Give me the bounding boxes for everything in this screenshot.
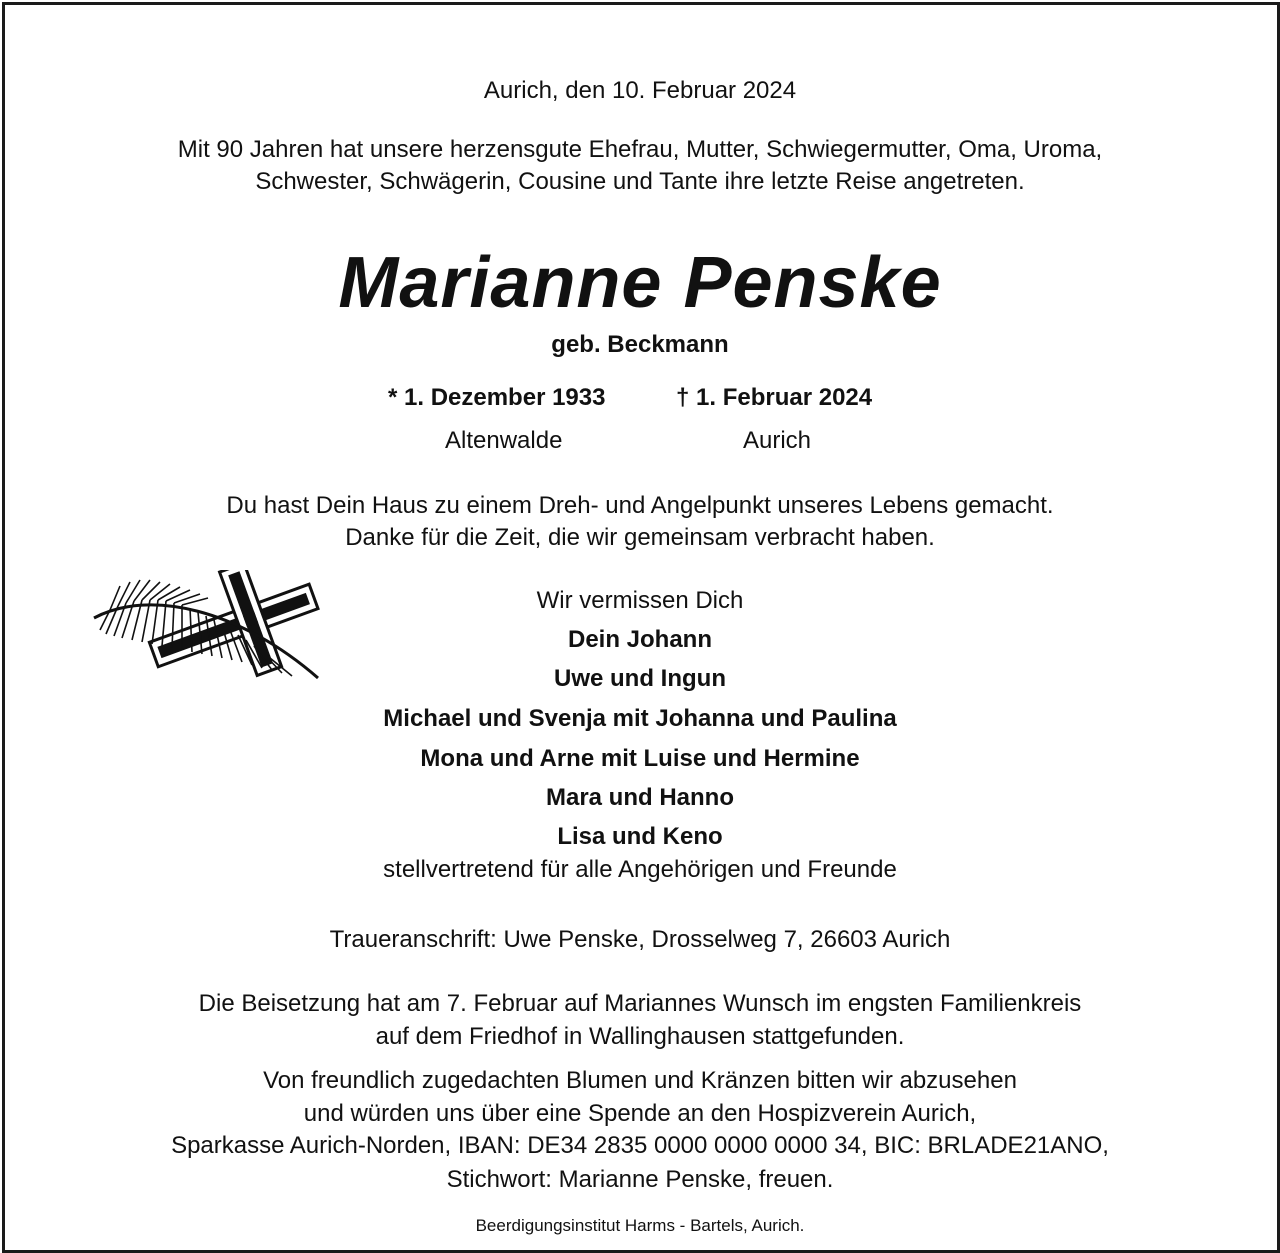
- donation-line-2: und würden uns über eine Spende an den Hospizverein Aurich,: [303, 1100, 977, 1127]
- quote-line-2: Danke für die Zeit, die wir gemeinsam verbracht haben.: [345, 524, 935, 551]
- donation-line-3: Sparkasse Aurich-Norden, IBAN: DE34 2835 0000 0000 0000 34, BIC: BRLADE21ANO,: [171, 1132, 1109, 1159]
- maiden-name: geb. Beckmann: [551, 331, 729, 358]
- mourner-6: Lisa und Keno: [557, 823, 723, 850]
- mourner-5: Mara und Hanno: [545, 784, 734, 811]
- undertaker: Beerdigungsinstitut Harms - Bartels, Aurich.: [475, 1216, 805, 1235]
- mourner-4: Mona und Arne mit Luise und Hermine: [420, 745, 860, 772]
- mourner-1: Dein Johann: [567, 626, 712, 653]
- on-behalf-line: stellvertretend für alle Angehörigen und Freunde: [383, 856, 897, 883]
- place-date: Aurich, den 10. Februar 2024: [483, 77, 797, 104]
- quote-line-1: Du hast Dein Haus zu einem Dreh- und Angelpunkt unseres Lebens gemacht.: [226, 492, 1054, 519]
- intro-line-2: Schwester, Schwägerin, Cousine und Tante ihre letzte Reise angetreten.: [255, 168, 1025, 195]
- death-date: † 1. Februar 2024: [676, 384, 873, 411]
- mourner-3: Michael und Svenja mit Johanna und Paulina: [383, 705, 897, 732]
- birth-date: * 1. Dezember 1933: [388, 384, 606, 411]
- burial-line-1: Die Beisetzung hat am 7. Februar auf Mariannes Wunsch im engsten Familienkreis: [198, 990, 1082, 1017]
- death-place: Aurich: [743, 427, 812, 454]
- deceased-name: Marianne Penske: [338, 243, 942, 323]
- burial-line-2: auf dem Friedhof in Wallinghausen stattgefunden.: [375, 1023, 905, 1050]
- donation-line-4: Stichwort: Marianne Penske, freuen.: [446, 1166, 834, 1193]
- miss-line: Wir vermissen Dich: [536, 587, 744, 614]
- birth-place: Altenwalde: [445, 427, 563, 454]
- mourning-address: Traueranschrift: Uwe Penske, Drosselweg 7, 26603 Aurich: [329, 926, 951, 953]
- mourner-2: Uwe und Ingun: [554, 665, 726, 692]
- intro-line-1: Mit 90 Jahren hat unsere herzensgute Ehefrau, Mutter, Schwiegermutter, Oma, Uroma,: [177, 136, 1103, 163]
- donation-line-1: Von freundlich zugedachten Blumen und Kränzen bitten wir abzusehen: [263, 1067, 1017, 1094]
